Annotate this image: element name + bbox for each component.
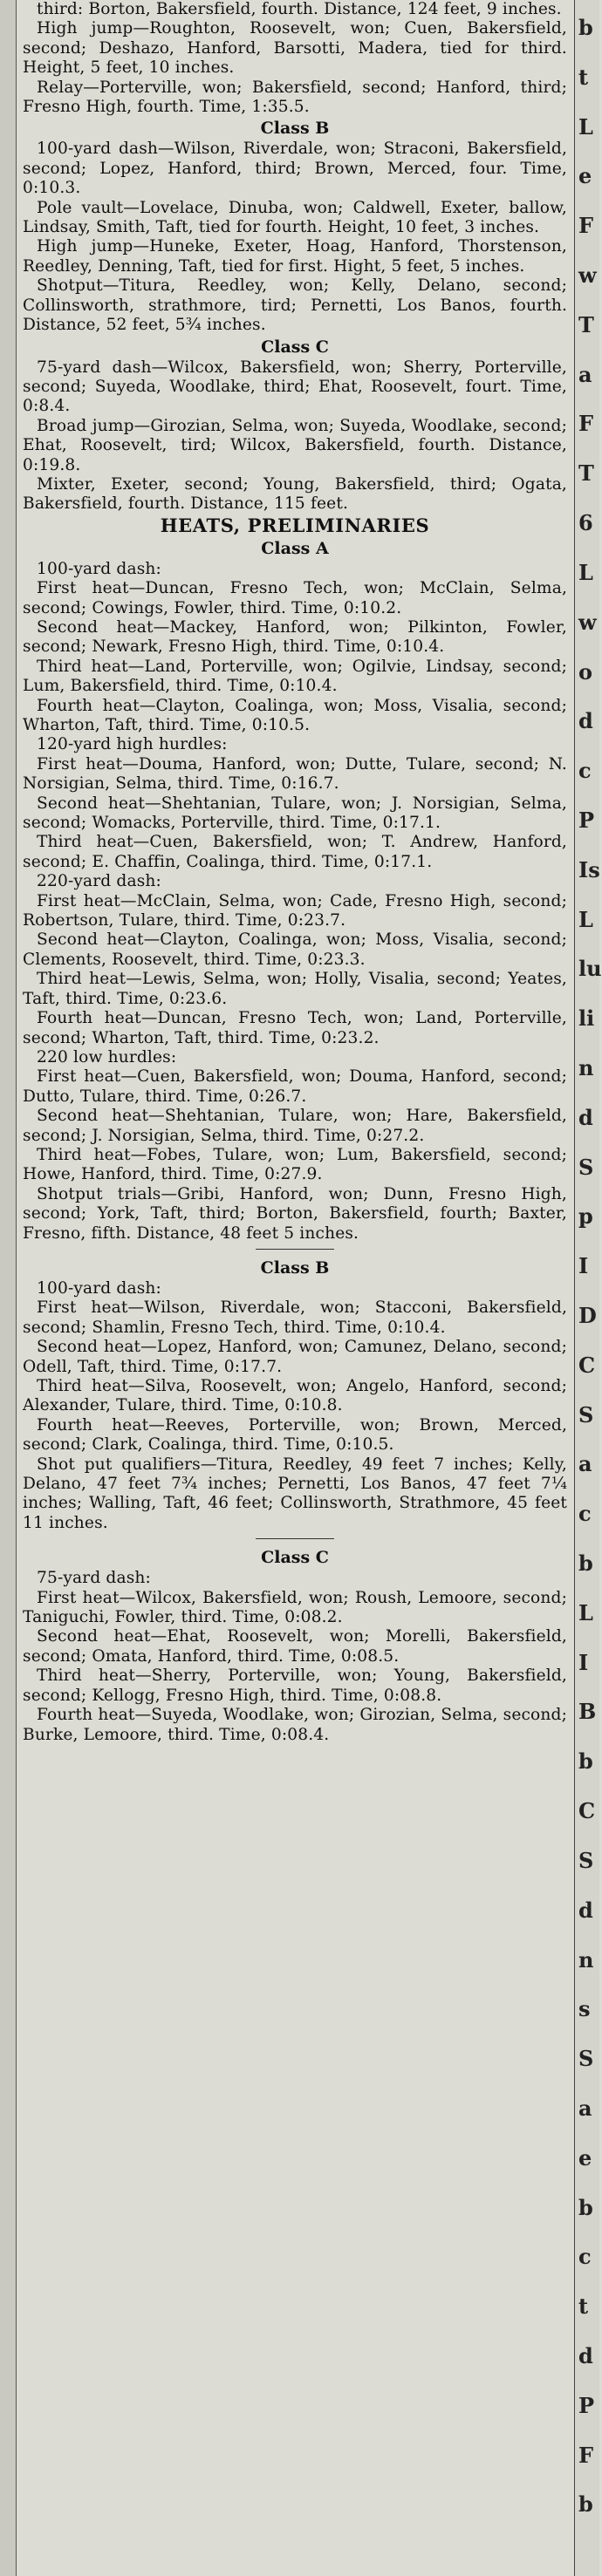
margin-letter-fragment: c (578, 758, 592, 783)
result-paragraph: Third heat—Land, Porterville, won; Ogilvie, Lindsay, second; Lum, Bakersfield, third. Time, 0:10.4. (23, 657, 567, 696)
margin-letter-fragment: S (578, 1402, 594, 1428)
margin-letter-fragment: o (578, 659, 593, 685)
margin-letter-fragment: n (578, 1947, 594, 1973)
result-paragraph: Pole vault—Lovelace, Dinuba, won; Caldwell, Exeter, ballow, Lindsay, Smith, Taft, tied for fourth. Height, 10 feet, 3 inches. (23, 198, 567, 237)
result-paragraph: First heat—Cuen, Bakersfield, won; Douma, Hanford, second; Dutto, Tulare, third. Time, 0:26.7. (23, 1067, 567, 1106)
result-paragraph: Fourth heat—Reeves, Porterville, won; Brown, Merced, second; Clark, Coalinga, third. Time, 0:10.5. (23, 1415, 567, 1455)
result-paragraph: Fourth heat—Suyeda, Woodlake, won; Girozian, Selma, second; Burke, Lemoore, third. Time, 0:08.4. (23, 1706, 567, 1744)
result-paragraph: First heat—Duncan, Fresno Tech, won; McClain, Selma, second; Cowings, Fowler, third. Time, 0:10.2. (23, 579, 567, 617)
margin-letter-fragment: C (578, 1798, 596, 1823)
margin-letter-fragment: P (578, 808, 595, 833)
newspaper-column (23, 0, 567, 2576)
section-divider (256, 1538, 334, 1539)
result-paragraph: First heat—McClain, Selma, won; Cade, Fresno High, second; Robertson, Tulare, third. Time, 0:23.7. (23, 891, 567, 930)
result-paragraph: 100-yard dash: (37, 559, 161, 578)
section-heading: Class B (260, 119, 330, 139)
result-paragraph: Relay—Porterville, won; Bakersfield, second; Hanford, third; Fresno High, fourth. Time, 1:35.5. (23, 78, 567, 117)
margin-letter-fragment: d (578, 1898, 593, 1923)
result-paragraph: 75-yard dash: (37, 1569, 151, 1588)
result-paragraph: 100-yard dash—Wilson, Riverdale, won; Straconi, Bakersfield, second; Lopez, Hanford, third; Brown, Merced, four. Time, 0:10.3. (23, 140, 567, 198)
result-paragraph: Third heat—Cuen, Bakersfield, won; T. Andrew, Hanford, second; E. Chaffin, Coalinga, third. Time, 0:17.1. (23, 833, 567, 871)
left-column-edge (0, 0, 17, 2576)
margin-letter-fragment: F (578, 213, 594, 238)
adjacent-column-fragment (574, 0, 602, 2576)
margin-letter-fragment: lu (578, 956, 602, 981)
margin-letter-fragment: P (578, 2393, 595, 2418)
margin-letter-fragment: e (578, 2145, 592, 2171)
margin-letter-fragment: b (578, 2195, 593, 2220)
margin-letter-fragment: b (578, 15, 593, 40)
result-paragraph: High jump—Roughton, Roosevelt, won; Cuen, Bakersfield, second; Deshazo, Hanford, Barsotti, Madera, tied for third. Height, 5 feet, 10 inches. (23, 19, 567, 78)
margin-letter-fragment: T (578, 312, 594, 337)
result-paragraph: Second heat—Ehat, Roosevelt, won; Morelli, Bakersfield, second; Omata, Hanford, third. Time, 0:08.5. (23, 1627, 567, 1666)
margin-letter-fragment: B (578, 1699, 597, 1724)
margin-letter-fragment: d (578, 708, 593, 733)
result-paragraph: Second heat—Lopez, Hanford, won; Camunez, Delano, second; Odell, Taft, third. Time, 0:17.7. (23, 1338, 567, 1376)
margin-letter-fragment: L (578, 560, 593, 585)
result-paragraph: Third heat—Silva, Roosevelt, won; Angelo, Hanford, second; Alexander, Tulare, third. Time, 0:10.8. (23, 1377, 567, 1415)
section-divider (256, 1249, 334, 1250)
margin-letter-fragment: 6 (578, 510, 593, 535)
margin-letter-fragment: e (578, 163, 592, 188)
result-paragraph: 220-yard dash: (37, 872, 161, 891)
margin-letter-fragment: I (578, 1253, 589, 1278)
result-paragraph: Fourth heat—Duncan, Fresno Tech, won; Land, Porterville, second; Wharton, Taft, third. Time, 0:23.2. (23, 1009, 567, 1047)
margin-letter-fragment: a (578, 2096, 592, 2121)
margin-letter-fragment: F (578, 2443, 594, 2468)
result-paragraph: Third heat—Fobes, Tulare, won; Lum, Bakersfield, second; Howe, Hanford, third. Time, 0:27.9. (23, 1145, 567, 1184)
section-heading: HEATS, PRELIMINARIES (160, 514, 430, 536)
margin-letter-fragment: I (578, 1650, 589, 1675)
margin-letter-fragment: b (578, 1748, 593, 1774)
margin-letter-fragment: li (578, 1005, 595, 1031)
result-paragraph: 120-yard high hurdles: (37, 735, 228, 754)
result-paragraph: Shotput trials—Gribi, Hanford, won; Dunn, Fresno High, second; York, Taft, third; Borton, Bakersfield, fourth; Baxter, Fresno, fifth. Distance, 48 feet 5 inches. (23, 1184, 567, 1243)
margin-letter-fragment: L (578, 1600, 593, 1625)
result-paragraph: First heat—Douma, Hanford, won; Dutte, Tulare, second; N. Norsigian, Selma, third. Time, 0:16.7. (23, 754, 567, 794)
margin-letter-fragment: L (578, 907, 593, 932)
margin-letter-fragment: t (578, 65, 589, 90)
margin-letter-fragment: p (578, 1203, 593, 1229)
result-paragraph: First heat—Wilcox, Bakersfield, won; Roush, Lemoore, second; Taniguchi, Fowler, third. Time, 0:08.2. (23, 1588, 567, 1627)
margin-letter-fragment: S (578, 1848, 594, 1873)
result-paragraph: Broad jump—Girozian, Selma, won; Suyeda, Woodlake, second; Ehat, Roosevelt, tird; Wilcox, Bakersfield, fourth. Distance, 0:19.8. (23, 416, 567, 474)
margin-letter-fragment: S (578, 2046, 594, 2071)
result-paragraph: Mixter, Exeter, second; Young, Bakersfield, third; Ogata, Bakersfield, fourth. Distance, 115 feet. (23, 474, 567, 514)
result-paragraph: Third heat—Lewis, Selma, won; Holly, Visalia, second; Yeates, Taft, third. Time, 0:23.6. (23, 970, 567, 1008)
result-paragraph: Shot put qualifiers—Titura, Reedley, 49 feet 7 inches; Kelly, Delano, 47 feet 7¾ inches; Pernetti, Los Banos, 47 feet 7¼ inches; Walling, Taft, 46 feet; Collinsworth, Strathmore, 45 feet 11 inches. (23, 1455, 567, 1532)
margin-letter-fragment: C (578, 1353, 596, 1378)
result-paragraph: Fourth heat—Clayton, Coalinga, won; Moss, Visalia, second; Wharton, Taft, third. Time, 0:10.5. (23, 696, 567, 734)
margin-letter-fragment: t (578, 2293, 589, 2319)
margin-letter-fragment: Is (578, 857, 600, 883)
margin-letter-fragment: b (578, 1550, 593, 1576)
margin-letter-fragment: n (578, 1055, 594, 1080)
section-heading: Class A (261, 538, 329, 558)
section-heading: Class C (261, 1548, 329, 1568)
margin-letter-fragment: S (578, 1155, 594, 1180)
section-heading: Class C (261, 337, 329, 357)
result-paragraph: 75-yard dash—Wilcox, Bakersfield, won; Sherry, Porterville, second; Suyeda, Woodlake, third; Ehat, Roosevelt, fourt. Time, 0:8.4. (23, 358, 567, 416)
result-paragraph: First heat—Wilson, Riverdale, won; Stacconi, Bakersfield, second; Shamlin, Fresno Tech, third. Time, 0:10.4. (23, 1298, 567, 1337)
result-paragraph: Second heat—Shehtanian, Tulare, won; Hare, Bakersfield, second; J. Norsigian, Selma, third. Time, 0:27.2. (23, 1107, 567, 1145)
section-heading: Class B (260, 1257, 330, 1278)
result-paragraph: Second heat—Mackey, Hanford, won; Pilkinton, Fowler, second; Newark, Fresno High, third. Time, 0:10.4. (23, 617, 567, 657)
margin-letter-fragment: b (578, 2491, 593, 2517)
result-paragraph: 100-yard dash: (37, 1278, 161, 1298)
margin-letter-fragment: d (578, 2343, 593, 2368)
margin-letter-fragment: T (578, 460, 594, 486)
margin-letter-fragment: L (578, 114, 593, 140)
result-paragraph: Second heat—Clayton, Coalinga, won; Moss, Visalia, second; Clements, Roosevelt, third. Time, 0:23.3. (23, 930, 567, 969)
result-paragraph: High jump—Huneke, Exeter, Hoag, Hanford, Thorstenson, Reedley, Denning, Taft, tied for first. Hight, 5 feet, 5 inches. (23, 237, 567, 276)
margin-letter-fragment: a (578, 1451, 592, 1476)
margin-letter-fragment: F (578, 411, 594, 436)
result-paragraph: Third heat—Sherry, Porterville, won; Young, Bakersfield, second; Kellogg, Fresno High, third. Time, 0:08.8. (23, 1666, 567, 1705)
margin-letter-fragment: s (578, 1996, 591, 2021)
result-paragraph: third: Borton, Bakersfield, fourth. Distance, 124 feet, 9 inches. (37, 0, 562, 18)
margin-letter-fragment: d (578, 1105, 593, 1130)
margin-letter-fragment: c (578, 1501, 592, 1526)
result-paragraph: Shotput—Titura, Reedley, won; Kelly, Delano, second; Collinsworth, strathmore, tird; Pernetti, Los Banos, fourth. Distance, 52 feet, 5¾ inches. (23, 276, 567, 335)
result-paragraph: Second heat—Shehtanian, Tulare, won; J. Norsigian, Selma, second; Womacks, Porterville, third. Time, 0:17.1. (23, 794, 567, 833)
margin-letter-fragment: a (578, 362, 592, 387)
result-paragraph: 220 low hurdles: (37, 1047, 177, 1067)
margin-letter-fragment: c (578, 2244, 592, 2269)
margin-letter-fragment: w (578, 262, 597, 288)
margin-letter-fragment: D (578, 1303, 597, 1328)
margin-letter-fragment: w (578, 610, 597, 635)
